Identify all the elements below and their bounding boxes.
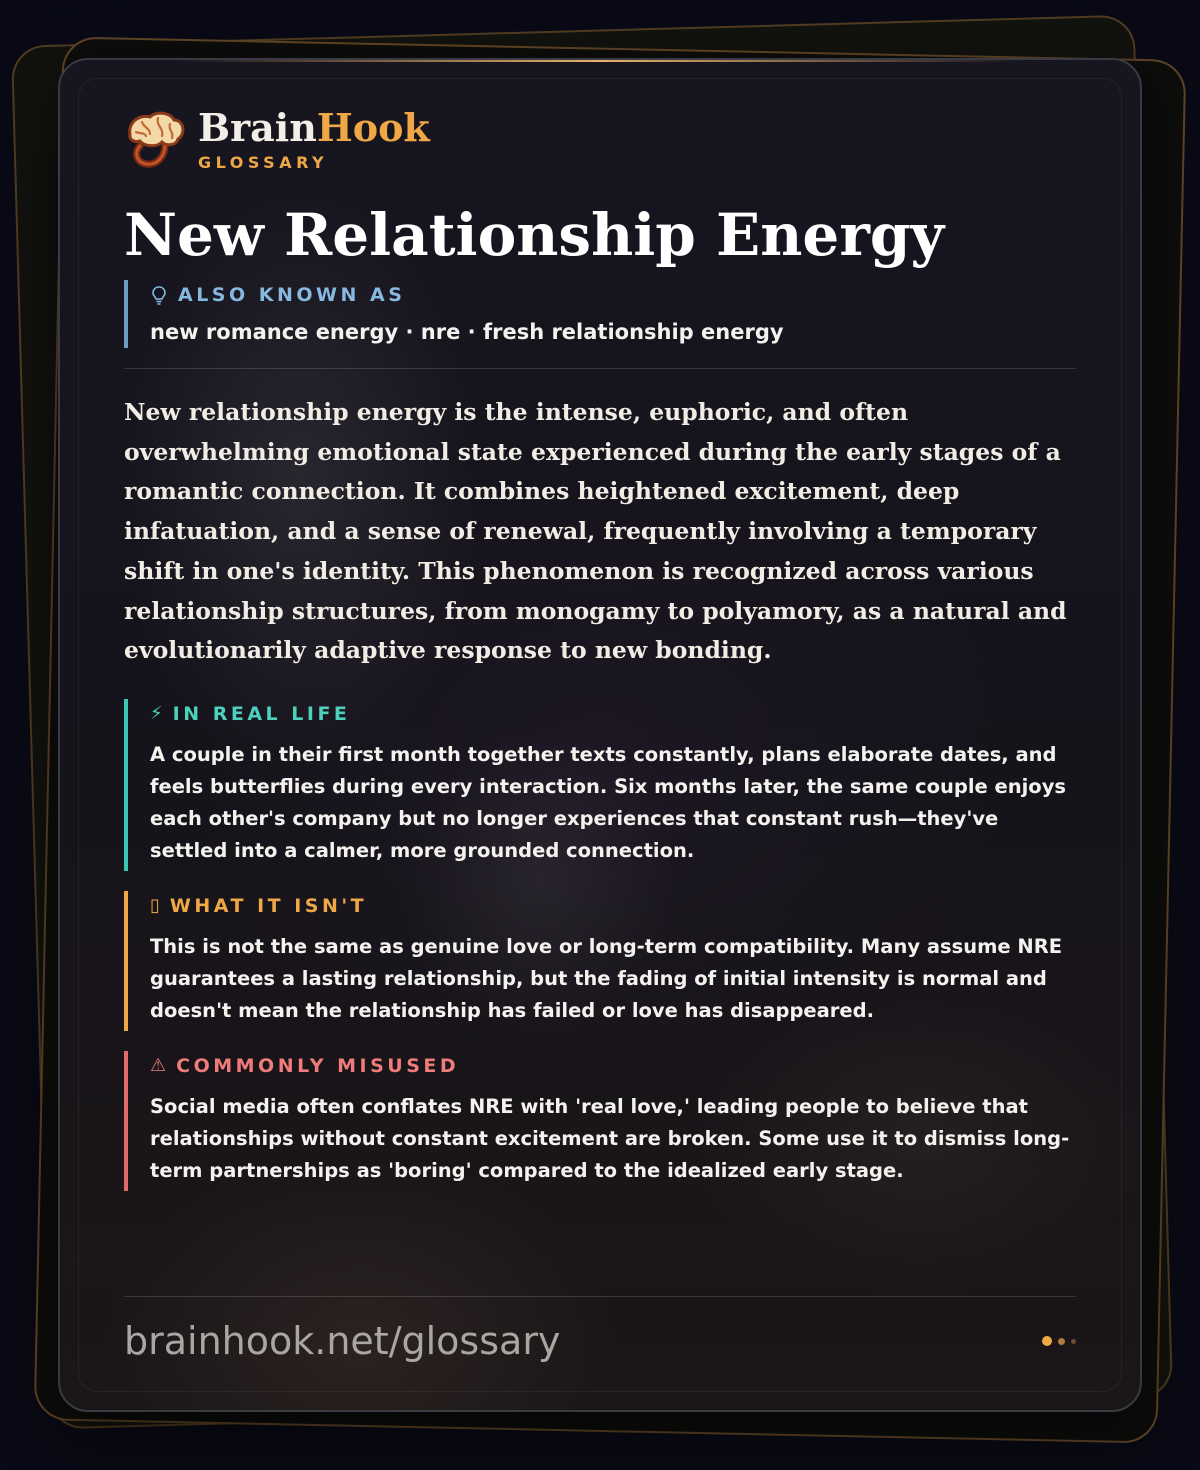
brand-name-part2: Hook bbox=[316, 104, 430, 150]
what-it-isnt-label bbox=[150, 895, 1076, 917]
brand-name bbox=[198, 104, 430, 150]
what-it-isnt-section bbox=[124, 891, 1076, 1031]
in-real-life-section bbox=[124, 699, 1076, 871]
brand-subtitle: GLOSSARY bbox=[198, 152, 329, 172]
in-real-life-label-text: IN REAL LIFE bbox=[172, 702, 351, 725]
footer-dot bbox=[1071, 1339, 1076, 1344]
lightbulb-icon bbox=[150, 285, 168, 305]
header-divider bbox=[124, 368, 1076, 369]
commonly-misused-label-text: COMMONLY MISUSED bbox=[176, 1054, 460, 1077]
warning-icon: ⚠ bbox=[150, 1055, 167, 1077]
brand-text bbox=[198, 104, 430, 172]
lightning-icon: ⚡ bbox=[150, 703, 163, 725]
footer-dot bbox=[1058, 1338, 1065, 1345]
what-it-isnt-label-text: WHAT IT ISN'T bbox=[169, 894, 368, 917]
footer-dot bbox=[1042, 1336, 1052, 1346]
card-footer bbox=[124, 1296, 1076, 1363]
glossary-card bbox=[58, 58, 1142, 1412]
in-real-life-text: A couple in their first month together texts constantly, plans elaborate dates, and feels butterflies during every interaction. Six months later, the same couple enjoys each other's company but no longer experiences that constant rush—they've settled into a calmer, more grounded connection. bbox=[150, 742, 1067, 862]
commonly-misused-label bbox=[150, 1055, 1076, 1077]
term-title: New Relationship Energy bbox=[124, 201, 945, 269]
commonly-misused-section bbox=[124, 1051, 1076, 1191]
what-it-isnt-text: This is not the same as genuine love or long-term compatibility. Many assume NRE guarantees a lasting relationship, but the fading of initial intensity is normal and doesn't mean the relationship has failed or love has disappeared. bbox=[150, 934, 1063, 1022]
commonly-misused-text: Social media often conflates NRE with 'real love,' leading people to believe that relationships without constant excitement are broken. Some use it to dismiss long-term partnerships as 'boring' compared to the idealized early stage. bbox=[150, 1094, 1070, 1182]
footer-dots bbox=[1036, 1336, 1076, 1346]
brand-name-part1: Brain bbox=[198, 104, 317, 150]
also-known-as-values: new romance energy · nre · fresh relationship energy bbox=[150, 320, 784, 344]
missing-glyph-icon: ▯ bbox=[150, 895, 160, 917]
footer-url[interactable]: brainhook.net/glossary bbox=[124, 1319, 561, 1363]
in-real-life-label bbox=[150, 703, 1076, 725]
definition-text: New relationship energy is the intense, euphoric, and often overwhelming emotional state experienced during the early stages of a romantic connection. It combines heightened excitement, deep infatuation, and a sense of renewal, frequently involving a temporary shift in one's identity. This phenomenon is recognized across various relationship structures, from monogamy to polyamory, as a natural and evolutionarily adaptive response to new bonding. bbox=[124, 398, 1067, 665]
brain-hook-logo-icon bbox=[124, 108, 186, 170]
card-content bbox=[124, 104, 1076, 1191]
top-glow-line bbox=[180, 60, 1020, 62]
also-known-as-label bbox=[150, 284, 1076, 306]
brand-header bbox=[124, 104, 1076, 174]
also-known-as-text: ALSO KNOWN AS bbox=[178, 284, 406, 306]
also-known-as-block bbox=[124, 280, 1076, 348]
